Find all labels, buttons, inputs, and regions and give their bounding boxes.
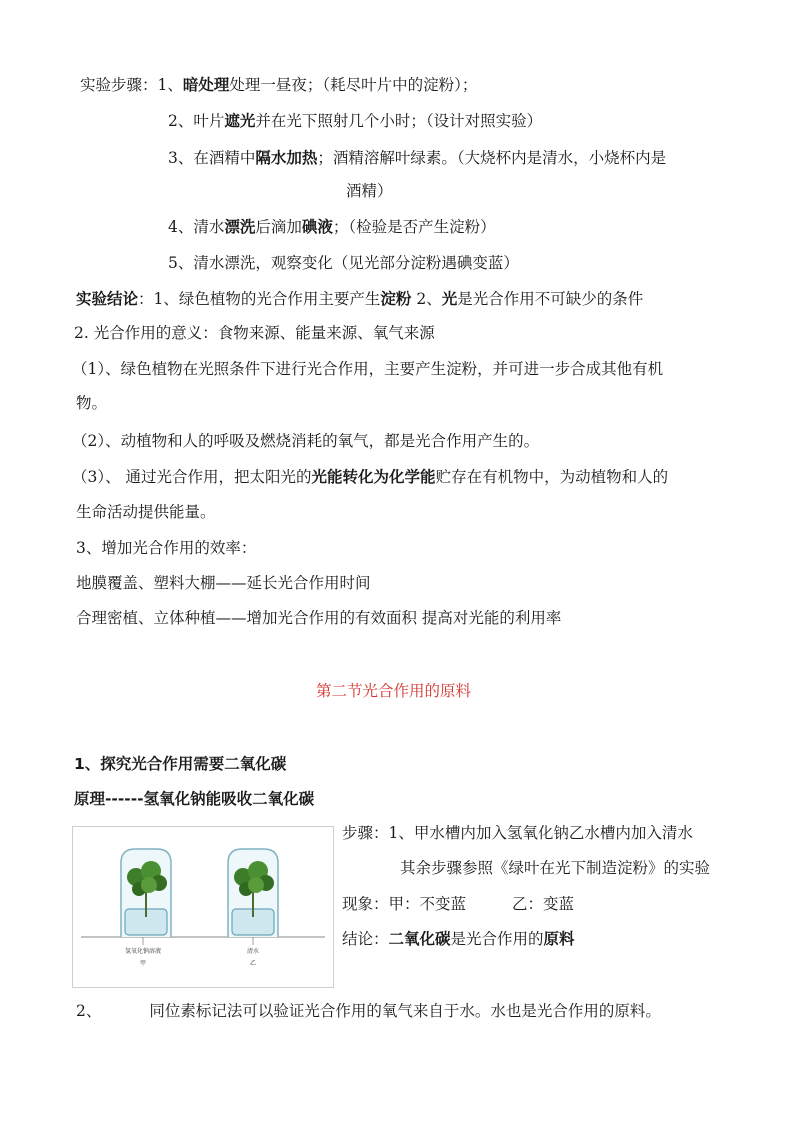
experiment-figure xyxy=(72,826,334,988)
conclusion-co2: 二氧化碳 xyxy=(388,930,451,948)
conclusion-label: 实验结论 xyxy=(76,290,139,308)
step-2-keyword: 遮光 xyxy=(224,112,256,130)
experiment-conclusion xyxy=(76,288,643,310)
conclusion-mid: 是光合作用的 xyxy=(450,930,544,948)
step-4-mid: 后滴加 xyxy=(255,218,302,236)
meaning-item-3-cont: 生命活动提供能量。 xyxy=(76,503,216,521)
meaning-item-1: （1）、绿色植物在光照条件下进行光合作用，主要产生淀粉，并可进一步合成其他有机 xyxy=(72,360,664,378)
step-4 xyxy=(168,216,496,238)
meaning-item-3-post: 贮存在有机物中，为动植物和人的 xyxy=(435,468,669,486)
meaning-item-3-pre: （3）、 通过光合作用，把太阳光的 xyxy=(72,468,312,486)
isotope-text: 同位素标记法可以验证光合作用的氧气来自于水。水也是光合作用的原料。 xyxy=(149,1002,661,1020)
conclusion-prefix: 结论： xyxy=(342,930,389,948)
step-1 xyxy=(80,74,477,96)
step-4-keyword: 漂洗 xyxy=(224,218,256,236)
step-3 xyxy=(168,147,666,169)
phenomenon-yi: 乙：变蓝 xyxy=(512,895,575,913)
step-4-keyword-2: 碘液 xyxy=(301,218,333,236)
co2-principle: 原理------氢氧化钠能吸收二氧化碳 xyxy=(74,790,315,808)
phenomenon-jia: 现象：甲：不变蓝 xyxy=(342,895,467,913)
co2-steps: 步骤：1、甲水槽内加入氢氧化钠乙水槽内加入清水 xyxy=(342,824,693,842)
label-water: 清水 xyxy=(246,948,260,955)
step-1-text: 处理一昼夜；（耗尽叶片中的淀粉）； xyxy=(229,76,478,94)
co2-steps-cont: 其余步骤参照《绿叶在光下制造淀粉》的实验 xyxy=(400,859,711,877)
step-4-prefix: 4、清水 xyxy=(168,218,225,236)
conclusion-raw-material: 原料 xyxy=(543,930,575,948)
step-5: 5、清水漂洗，观察变化（见光部分淀粉遇碘变蓝） xyxy=(168,254,519,272)
step-3-keyword: 隔水加热 xyxy=(255,149,318,167)
efficiency-title: 3、增加光合作用的效率： xyxy=(76,539,257,557)
efficiency-line-2: 合理密植、立体种植——增加光合作用的有效面积 提高对光能的利用率 xyxy=(76,609,562,627)
label-naoh: 氢氧化钠溶液 xyxy=(124,948,162,955)
step-3-prefix: 3、在酒精中 xyxy=(168,149,256,167)
co2-phenomenon xyxy=(342,893,574,915)
isotope-number: 2、 xyxy=(76,1002,102,1020)
co2-heading: 1、探究光合作用需要二氧化碳 xyxy=(74,755,287,773)
meaning-title: 2. 光合作用的意义：食物来源、能量来源、氧气来源 xyxy=(74,324,435,342)
step-2 xyxy=(168,110,542,132)
experiment-illustration xyxy=(73,827,333,987)
step-2-prefix: 2、叶片 xyxy=(168,112,225,130)
step-1-keyword: 暗处理 xyxy=(182,76,230,94)
step-4-text: ；（检验是否产生淀粉） xyxy=(332,218,496,236)
co2-conclusion xyxy=(342,928,575,950)
conclusion-text-3: 是光合作用不可缺少的条件 xyxy=(457,290,644,308)
label-yi: 乙 xyxy=(249,960,257,967)
isotope-line xyxy=(76,1000,661,1022)
step-3-continued: 酒精） xyxy=(346,182,393,200)
step-2-text: 并在光下照射几个小时；（设计对照实验） xyxy=(255,112,543,130)
step-1-prefix: 实验步骤：1、 xyxy=(80,76,183,94)
meaning-item-3-keyword: 光能转化为化学能 xyxy=(311,468,436,486)
meaning-item-2: （2）、动植物和人的呼吸及燃烧消耗的氧气，都是光合作用产生的。 xyxy=(72,432,540,450)
efficiency-line-1: 地膜覆盖、塑料大棚——延长光合作用时间 xyxy=(76,574,371,592)
label-jia: 甲 xyxy=(139,960,147,967)
conclusion-keyword-1: 淀粉 xyxy=(380,290,412,308)
conclusion-text-1: ：1、绿色植物的光合作用主要产生 xyxy=(138,290,381,308)
conclusion-keyword-2: 光 xyxy=(441,290,458,308)
meaning-item-3 xyxy=(72,466,668,488)
step-3-text: ；酒精溶解叶绿素。（大烧杯内是清水，小烧杯内是 xyxy=(317,149,667,167)
conclusion-text-2: 2、 xyxy=(411,290,442,308)
meaning-item-1-cont: 物。 xyxy=(76,394,108,412)
section-title: 第二节光合作用的原料 xyxy=(316,682,472,700)
